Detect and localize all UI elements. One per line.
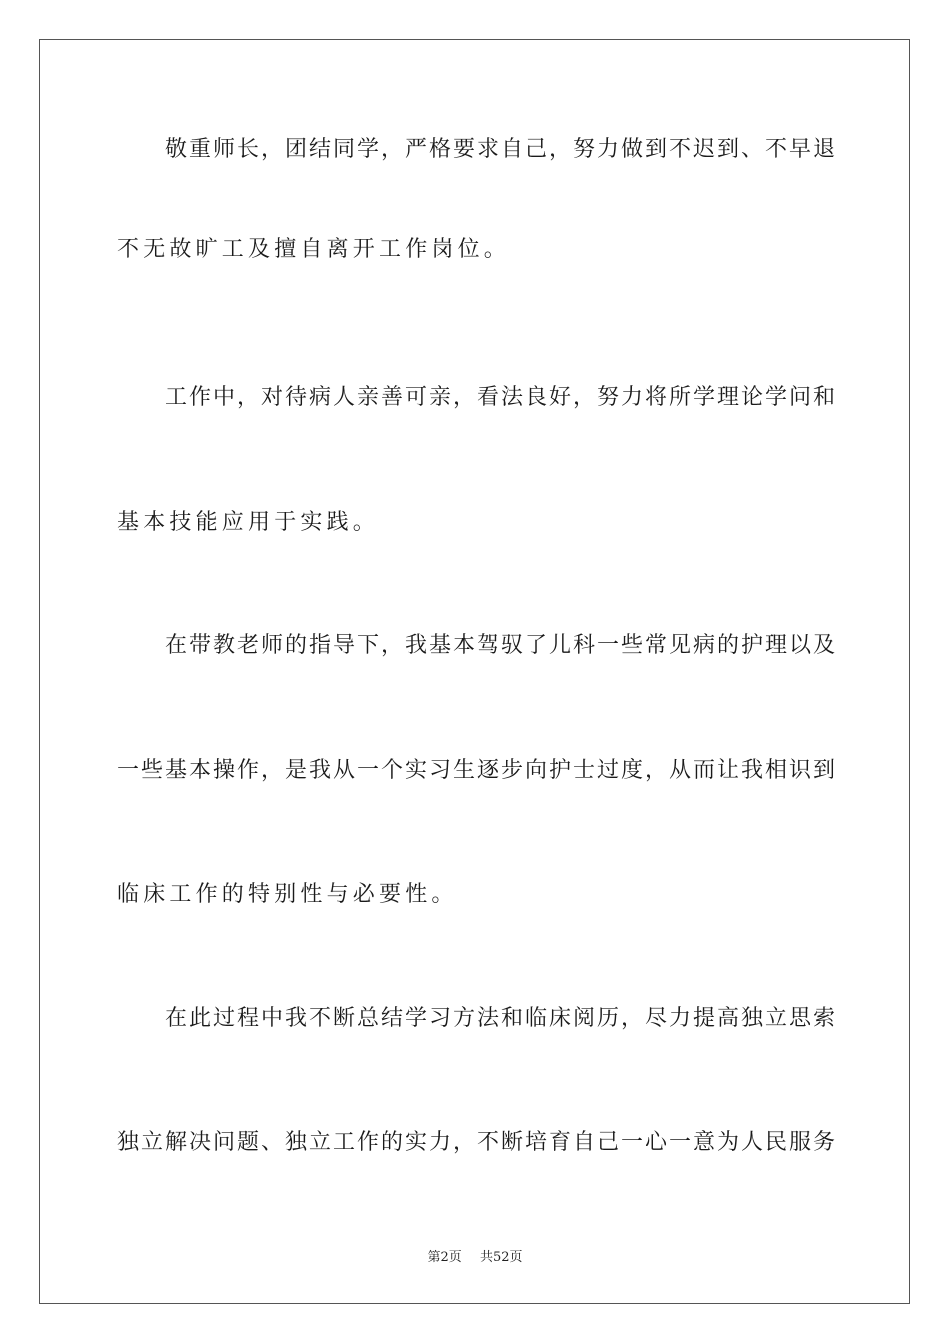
paragraph-4-line-2: 独立解决问题、独立工作的实力，不断培育自己一心一意为人民服务	[117, 1130, 838, 1155]
page-number: 第2页	[427, 1250, 462, 1265]
paragraph-1-line-1: 敬重师长，团结同学，严格要求自己，努力做到不迟到、不早退	[165, 137, 838, 162]
paragraph-3-line-1: 在带教老师的指导下，我基本驾驭了儿科一些常见病的护理以及	[165, 633, 838, 658]
paragraph-1-line-2: 不无故旷工及擅自离开工作岗位。	[117, 237, 511, 262]
page-total: 共52页	[479, 1250, 523, 1265]
paragraph-2-line-2: 基本技能应用于实践。	[117, 510, 380, 535]
paragraph-2-line-1: 工作中，对待病人亲善可亲，看法良好，努力将所学理论学问和	[165, 385, 838, 410]
paragraph-3-line-2: 一些基本操作，是我从一个实习生逐步向护士过度，从而让我相识到	[117, 758, 838, 783]
page-border	[39, 39, 910, 1304]
page-footer	[0, 1246, 950, 1265]
paragraph-4-line-1: 在此过程中我不断总结学习方法和临床阅历，尽力提高独立思索	[165, 1006, 838, 1031]
paragraph-3-line-3: 临床工作的特别性与必要性。	[117, 882, 458, 907]
